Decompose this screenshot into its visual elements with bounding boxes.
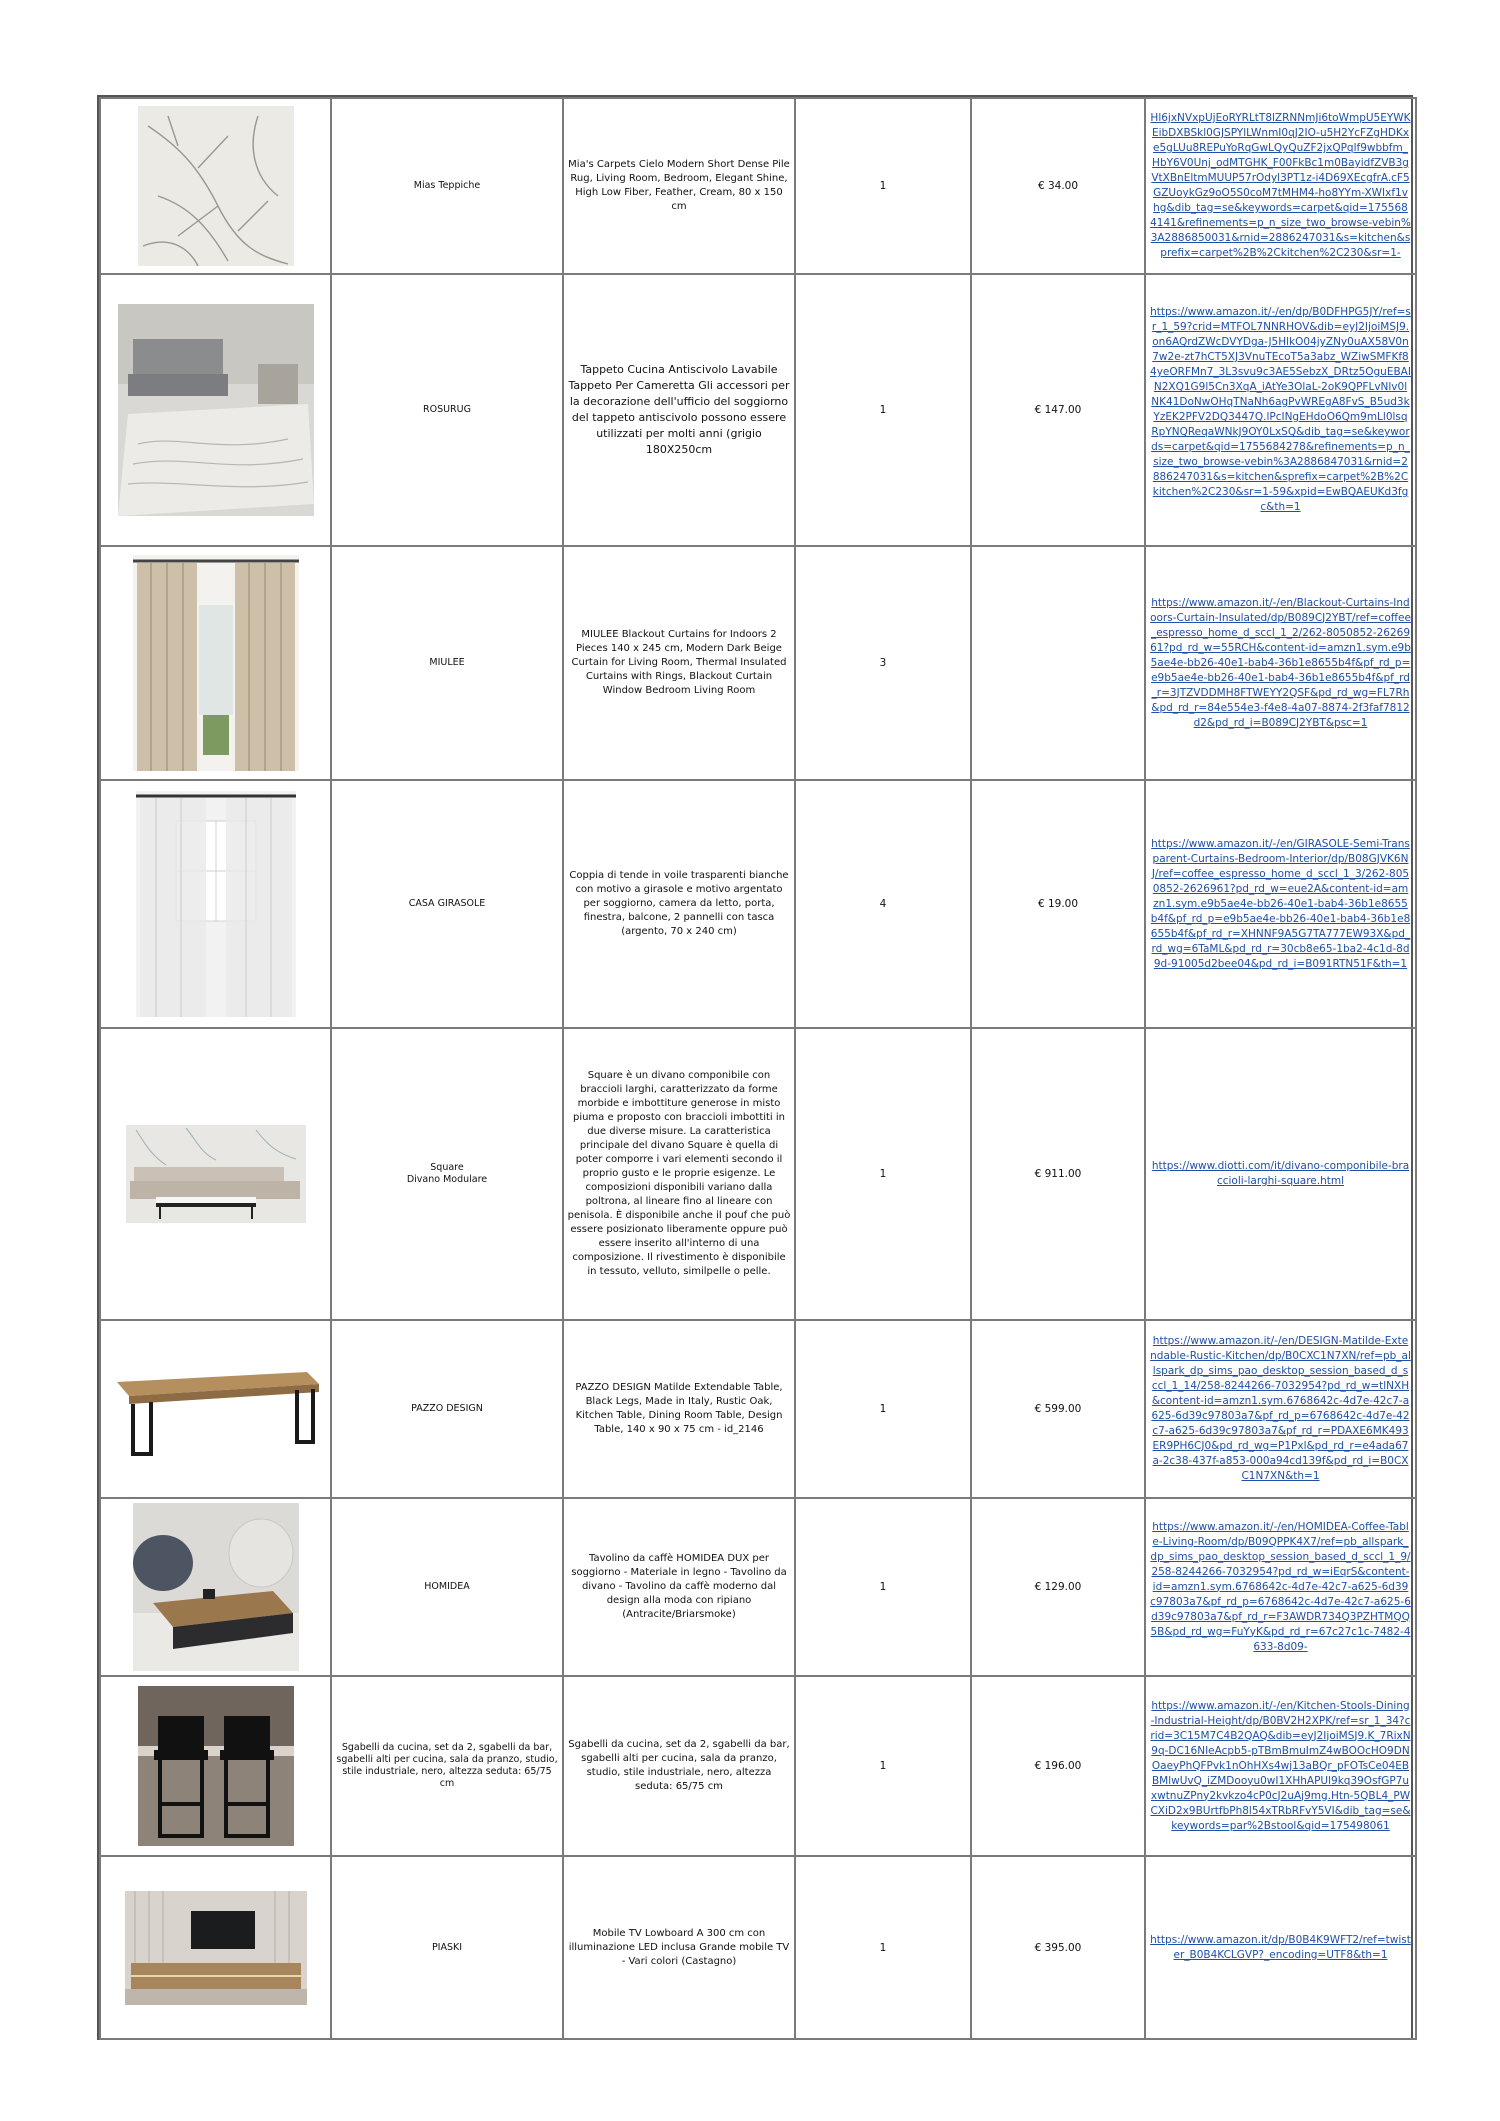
brand-cell: Mias Teppiche — [331, 98, 563, 274]
price-cell — [971, 546, 1145, 780]
table-row — [100, 1320, 1416, 1498]
description-cell: MIULEE Blackout Curtains for Indoors 2 Pieces 140 x 245 cm, Modern Dark Beige Curtain for Living Room, Thermal Insulated Curtains with Rings, Blackout Curtain Window Bedroom Living Room — [563, 546, 795, 780]
product-image-cell — [100, 1676, 331, 1856]
product-image-cell — [100, 1028, 331, 1320]
coffee-table-image — [133, 1503, 299, 1671]
product-link[interactable]: https://www.amazon.it/-/en/dp/B0DFHPG5JY/ref=sr_1_59?crid=MTFOL7NNRHOV&dib=eyJ2IjoiMSJ9.on6AQrdZWcDVYDga-J5HlkO04jyZNy0uAX58V0n7w2e-zt7hCT5XJ3VnuTEcoT5a3abz_WZiwSMFKf84yeORFMn7_3L3svu9c3AE5SebzX_DRtz5OguEBAIN2XQ1G9l5Cn3XqA_iAtYe3OlaL-2oK9QPFLvNlv0lNK41DoNwOHqTNaNh6agPvWREgA8FvS_B5ud3kYzEK2PFV2DQ3447Q.lPcINgEHdoO6Qm9mLl0lsqRpYNQReqaWNkJ9OY0LxSQ&dib_tag=se&keywords=carpet&qid=1755684278&refinements=p_n_size_two_browse-vebin%3A2886847031&rnid=2886247031&s=kitchen&sprefix=carpet%2B%2Ckitchen%2C230&sr=1-59&xpid=EwBQAEUKd3fgc&th=1 — [1150, 306, 1411, 513]
price-cell: € 19.00 — [971, 780, 1145, 1028]
quantity-cell: 1 — [795, 1320, 971, 1498]
link-cell — [1145, 1028, 1416, 1320]
table-row — [100, 1028, 1416, 1320]
description-cell: Mia's Carpets Cielo Modern Short Dense Pile Rug, Living Room, Bedroom, Elegant Shine, High Low Fiber, Feather, Cream, 80 x 150 cm — [563, 98, 795, 274]
brand-cell: MIULEE — [331, 546, 563, 780]
product-table — [99, 97, 1417, 2040]
price-cell: € 599.00 — [971, 1320, 1145, 1498]
product-link[interactable]: https://www.amazon.it/-/en/Blackout-Curtains-Indoors-Curtain-Insulated/dp/B089CJ2YBT/ref=coffee_espresso_home_d_sccl_1_2/262-8050852-2626961?pd_rd_w=55RCH&content-id=amzn1.sym.e9b5ae4e-bb26-40e1-bab4-36b1e8655b4f&pf_rd_p=e9b5ae4e-bb26-40e1-bab4-36b1e8655b4f&pf_rd_r=3JTZVDDMH8FTWEYY2QSF&pd_rd_wg=FL7Rh&pd_rd_r=84e554e3-f4e8-4a07-8874-2f3faf7812d2&pd_rd_i=B089CJ2YBT&psc=1 — [1150, 596, 1411, 729]
product-link[interactable]: https://www.amazon.it/-/en/GIRASOLE-Semi-Transparent-Curtains-Bedroom-Interior/dp/B08GJVK6NJ/ref=coffee_espresso_home_d_sccl_1_3/262-8050852-2626961?pd_rd_w=eue2A&content-id=amzn1.sym.e9b5ae4e-bb26-40e1-bab4-36b1e8655b4f&pf_rd_p=e9b5ae4e-bb26-40e1-bab4-36b1e8655b4f&pf_rd_r=XHNNF9A5G7TA777EW93X&pd_rd_wg=6TaML&pd_rd_r=30cb8e65-1ba2-4c1d-8d9d-91005d2bee04&pd_rd_i=B091RTN51F&th=1 — [1150, 837, 1411, 970]
description-cell: Tavolino da caffè HOMIDEA DUX per soggiorno - Materiale in legno - Tavolino da divano - Tavolino da caffè moderno dal design alla moda con ripiano (Antracite/Briarsmoke) — [563, 1498, 795, 1676]
rug-branches-image — [138, 106, 294, 266]
product-link[interactable]: https://www.diotti.com/it/divano-componibile-braccioli-larghi-square.html — [1151, 1160, 1410, 1187]
table-row — [100, 274, 1416, 546]
quantity-cell: 1 — [795, 98, 971, 274]
product-link[interactable]: https://www.amazon.it/-/en/HOMIDEA-Coffee-Table-Living-Room/dp/B09QPPK4X7/ref=pb_allspark_dp_sims_pao_desktop_session_based_d_sccl_1_9/258-8244266-7032954?pd_rd_w=iEqrS&content-id=amzn1.sym.6768642c-4d7e-42c7-a625-6d39c97803a7&pf_rd_p=6768642c-4d7e-42c7-a625-6d39c97803a7&pf_rd_r=F3AWDR734Q3PZHTMQQ5B&pd_rd_wg=FuYyK&pd_rd_r=67c27c1c-7482-4633-8d09- — [1150, 1520, 1411, 1653]
price-cell: € 911.00 — [971, 1028, 1145, 1320]
price-cell: € 395.00 — [971, 1856, 1145, 2039]
link-cell — [1145, 1498, 1416, 1676]
table-row — [100, 546, 1416, 780]
product-image-cell — [100, 1498, 331, 1676]
price-cell: € 129.00 — [971, 1498, 1145, 1676]
brand-cell — [331, 1028, 563, 1320]
price-cell: € 196.00 — [971, 1676, 1145, 1856]
table-row — [100, 780, 1416, 1028]
link-cell — [1145, 1856, 1416, 2039]
brand-cell: CASA GIRASOLE — [331, 780, 563, 1028]
quantity-cell: 1 — [795, 1856, 971, 2039]
table-row — [100, 1676, 1416, 1856]
brand-cell: Sgabelli da cucina, set da 2, sgabelli da bar, sgabelli alti per cucina, sala da pranzo, studio, stile industriale, nero, altezza seduta: 65/75 cm — [331, 1676, 563, 1856]
quantity-cell: 1 — [795, 1676, 971, 1856]
product-image-cell — [100, 780, 331, 1028]
product-image-cell — [100, 1320, 331, 1498]
description-cell: PAZZO DESIGN Matilde Extendable Table, Black Legs, Made in Italy, Rustic Oak, Kitchen Table, Dining Room Table, Design Table, 140 x 90 x 75 cm - id_2146 — [563, 1320, 795, 1498]
brand-cell: HOMIDEA — [331, 1498, 563, 1676]
modular-sofa-image — [126, 1125, 306, 1223]
description-cell: Sgabelli da cucina, set da 2, sgabelli da bar, sgabelli alti per cucina, sala da pranzo, studio, stile industriale, nero, altezza seduta: 65/75 cm — [563, 1676, 795, 1856]
bar-stools-image — [138, 1686, 294, 1846]
table-row — [100, 1498, 1416, 1676]
table-row — [100, 98, 1416, 274]
rug-room-image — [118, 304, 314, 516]
tv-lowboard-image — [125, 1891, 307, 2005]
link-cell — [1145, 546, 1416, 780]
quantity-cell: 1 — [795, 1498, 971, 1676]
description-cell: Coppia di tende in voile trasparenti bianche con motivo a girasole e motivo argentato per soggiorno, camera da letto, porta, finestra, balcone, 2 pannelli con tasca (argento, 70 x 240 cm) — [563, 780, 795, 1028]
brand-name: Square Divano Modulare — [406, 1162, 488, 1185]
brand-cell: PAZZO DESIGN — [331, 1320, 563, 1498]
description-cell: Square è un divano componibile con braccioli larghi, caratterizzato da forme morbide e imbottiture generose in misto piuma e proposto con braccioli imbottiti in due diverse misure. La caratteristica principale del divano Square è quella di poter comporre i vari elementi secondo il proprio gusto e le proprie esigenze. Le composizioni disponibili variano dalla poltrona, al lineare fino al lineare con penisola. È disponibile anche il pouf che può essere posizionato liberamente oppure può essere inserito all'interno di una composizione. Il rivestimento è disponibile in tessuto, velluto, similpelle o pelle. — [563, 1028, 795, 1320]
product-image-cell — [100, 274, 331, 546]
product-link[interactable]: https://www.amazon.it/dp/B0B4K9WFT2/ref=twister_B0B4KCLGVP?_encoding=UTF8&th=1 — [1150, 1933, 1411, 1961]
table-row — [100, 1856, 1416, 2039]
product-image-cell — [100, 1856, 331, 2039]
description-cell: Tappeto Cucina Antiscivolo Lavabile Tappeto Per Cameretta Gli accessori per la decorazione dell'ufficio del soggiorno del tappeto antiscivolo possono essere utilizzati per molti anni (grigio 180X250cm — [563, 274, 795, 546]
beige-curtains-image — [133, 555, 299, 771]
brand-cell: ROSURUG — [331, 274, 563, 546]
product-link[interactable]: https://www.amazon.it/-/en/Kitchen-Stools-Dining-Industrial-Height/dp/B0BV2H2XPK/ref=sr_1_34?crid=3C15M7C4B2QAQ&dib=eyJ2IjoiMSJ9.K_7RixN9q-DC16NIeAcpb5-pTBmBmuImZ4wBOOcHO9DNOaeyPhQFPvk1nOhHXs4wj13aBQr_pFOTsCe04EBBMlwUvQ_iZMDooyu0wI1XHhAPUl9kq39OsfGP7uxwtnuZPny2kvkzo4cP0cJ2uAj9mg.Htn-5QBL4_PWCXiD2x9BUrtfbPh8l54xTRbRFvY5VI&dib_tag=se&keywords=par%2Bstool&qid=175498061 — [1150, 1699, 1411, 1832]
product-link[interactable]: https://www.amazon.it/-/en/DESIGN-Matilde-Extendable-Rustic-Kitchen/dp/B0CXC1N7XN/ref=pb_allspark_dp_sims_pao_desktop_session_based_d_sccl_1_14/258-8244266-7032954?pd_rd_w=tlNXH&content-id=amzn1.sym.6768642c-4d7e-42c7-a625-6d39c97803a7&pf_rd_p=6768642c-4d7e-42c7-a625-6d39c97803a7&pf_rd_r=PDAXE6MK493ER9PH6CJ0&pd_rd_wg=P1Pxl&pd_rd_r=e4ada67a-2c38-437f-a853-000a94cd139f&pd_rd_i=B0CXC1N7XN&th=1 — [1150, 1335, 1411, 1482]
link-cell — [1145, 780, 1416, 1028]
product-table-page — [97, 95, 1413, 2040]
link-cell — [1145, 1320, 1416, 1498]
link-cell — [1145, 98, 1416, 274]
link-cell — [1145, 274, 1416, 546]
white-voile-curtains-image — [136, 791, 296, 1017]
wooden-table-image — [107, 1354, 325, 1464]
product-image-cell — [100, 546, 331, 780]
link-cell — [1145, 1676, 1416, 1856]
quantity-cell: 1 — [795, 274, 971, 546]
quantity-cell: 3 — [795, 546, 971, 780]
price-cell: € 147.00 — [971, 274, 1145, 546]
quantity-cell: 4 — [795, 780, 971, 1028]
product-image-cell — [100, 98, 331, 274]
description-cell: Mobile TV Lowboard A 300 cm con illuminazione LED inclusa Grande mobile TV - Vari colori (Castagno) — [563, 1856, 795, 2039]
quantity-cell: 1 — [795, 1028, 971, 1320]
product-link[interactable]: Hl6jxNVxpUjEoRYRLtT8lZRNNmJi6toWmpU5EYWKEibDXBSkl0GJSPYlLWnmI0qJ2IO-u5H2YcFZgHDKxe5gLUu8REPuYoRqGwLQyQuZF2jxQPqlf9wbbfm_HbY6V0Unj_odMTGHK_F00FkBc1m0BayidfZVB3gVtXBnEltmMUUP57rOdyl3PT1z-i4D69XEcgfrA.cF5GZUoykGz9oO5S0coM7tMHM4-ho8YYm-XWIxf1vhg&dib_tag=se&keywords=carpet&qid=1755684141&refinements=p_n_size_two_browse-vebin%3A2886850031&rnid=2886247031&s=kitchen&sprefix=carpet%2B%2Ckitchen%2C230&sr=1- — [1150, 112, 1411, 259]
price-cell: € 34.00 — [971, 98, 1145, 274]
brand-cell: PIASKI — [331, 1856, 563, 2039]
